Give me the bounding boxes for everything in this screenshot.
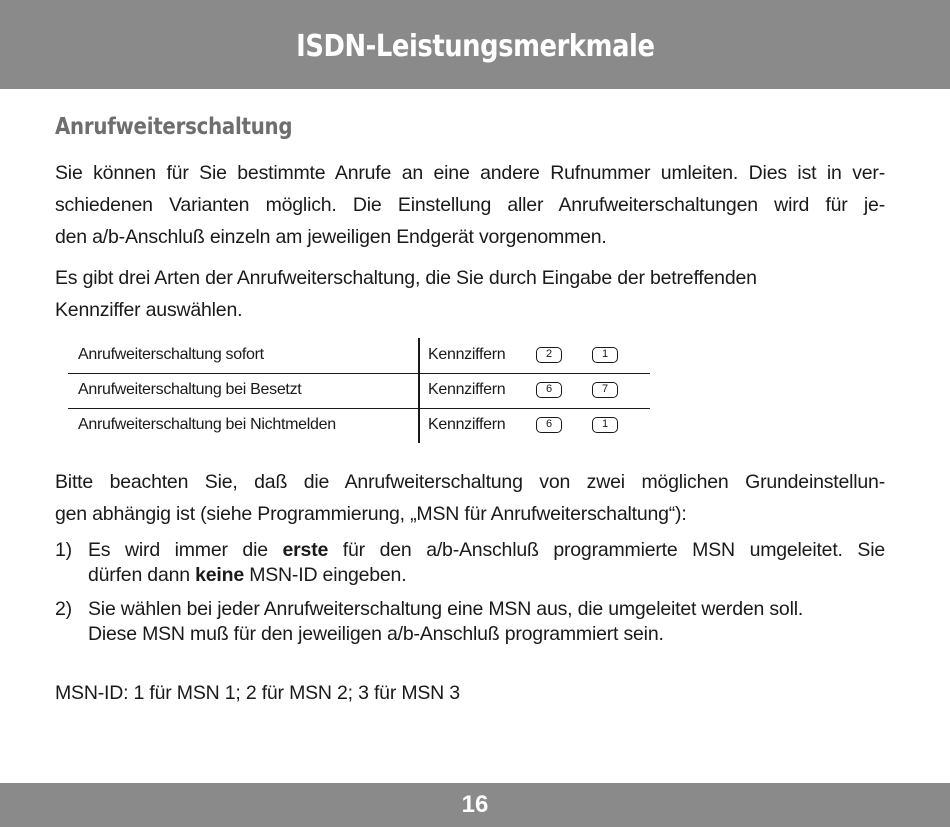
list-line: Diese MSN muß für den jeweiligen a/b-Anschluß programmiert sein. — [88, 623, 664, 645]
list-number: 1) — [55, 539, 72, 561]
code-table — [68, 338, 650, 443]
types-paragraph — [55, 262, 885, 326]
types-line: Kennziffer auswählen. — [55, 299, 243, 321]
table-row — [68, 408, 650, 443]
list-item-text — [88, 538, 885, 588]
list-item-text — [88, 597, 885, 647]
text-run: Es wird immer die — [88, 539, 283, 561]
section-title: Anrufweiterschaltung — [55, 114, 293, 140]
page-title: ISDN-Leistungsmerkmale — [295, 29, 655, 64]
intro-paragraph — [55, 157, 885, 253]
page-header — [0, 0, 950, 89]
feature-cell: Anrufweiterschaltung bei Besetzt — [78, 381, 302, 398]
keypad-key: 7 — [592, 382, 618, 398]
keypad-key: 1 — [592, 347, 618, 363]
table-row — [68, 338, 650, 374]
code-label-cell: Kennziffern — [428, 381, 506, 398]
intro-line: den a/b-Anschluß einzeln am jeweiligen Endgerät vorgenommen. — [55, 226, 607, 248]
types-line: Es gibt drei Arten der Anrufweiterschaltung, die Sie durch Eingabe der betreffenden — [55, 267, 757, 289]
keypad-key: 2 — [536, 347, 562, 363]
text-run: dürfen dann — [88, 564, 196, 586]
list-line — [88, 538, 885, 563]
msn-id-note: MSN-ID: 1 für MSN 1; 2 für MSN 2; 3 für MSN 3 — [55, 682, 460, 704]
emphasis-text: keine — [195, 564, 244, 586]
code-label-cell: Kennziffern — [428, 416, 506, 433]
keypad-key: 1 — [592, 417, 618, 433]
note-line: Bitte beachten Sie, daß die Anrufweiterschaltung von zwei möglichen Grundeinstellun- — [55, 471, 885, 493]
emphasis-text: erste — [282, 539, 329, 561]
intro-line: schiedenen Varianten möglich. Die Einstellung aller Anrufweiterschaltungen wird für je- — [55, 194, 885, 216]
feature-cell: Anrufweiterschaltung bei Nichtmelden — [78, 416, 336, 433]
keypad-key: 6 — [536, 382, 562, 398]
keypad-key: 6 — [536, 417, 562, 433]
page-footer — [0, 783, 950, 827]
column-divider — [418, 338, 420, 443]
text-run: für den a/b-Anschluß programmierte MSN umgeleitet. Sie — [328, 539, 885, 561]
table-row — [68, 373, 650, 409]
page-number: 16 — [461, 791, 489, 818]
list-number: 2) — [55, 598, 72, 620]
note-paragraph — [55, 466, 885, 530]
note-line: gen abhängig ist (siehe Programmierung, „MSN für Anrufweiterschaltung“): — [55, 503, 687, 525]
feature-cell: Anrufweiterschaltung sofort — [78, 346, 264, 363]
code-label-cell: Kennziffern — [428, 346, 506, 363]
list-line — [88, 563, 885, 588]
list-line: Sie wählen bei jeder Anrufweiterschaltung eine MSN aus, die umgeleitet werden soll. — [88, 598, 804, 620]
text-run: MSN-ID eingeben. — [243, 564, 407, 586]
intro-line: Sie können für Sie bestimmte Anrufe an eine andere Rufnummer umleiten. Dies ist in ver- — [55, 162, 885, 184]
